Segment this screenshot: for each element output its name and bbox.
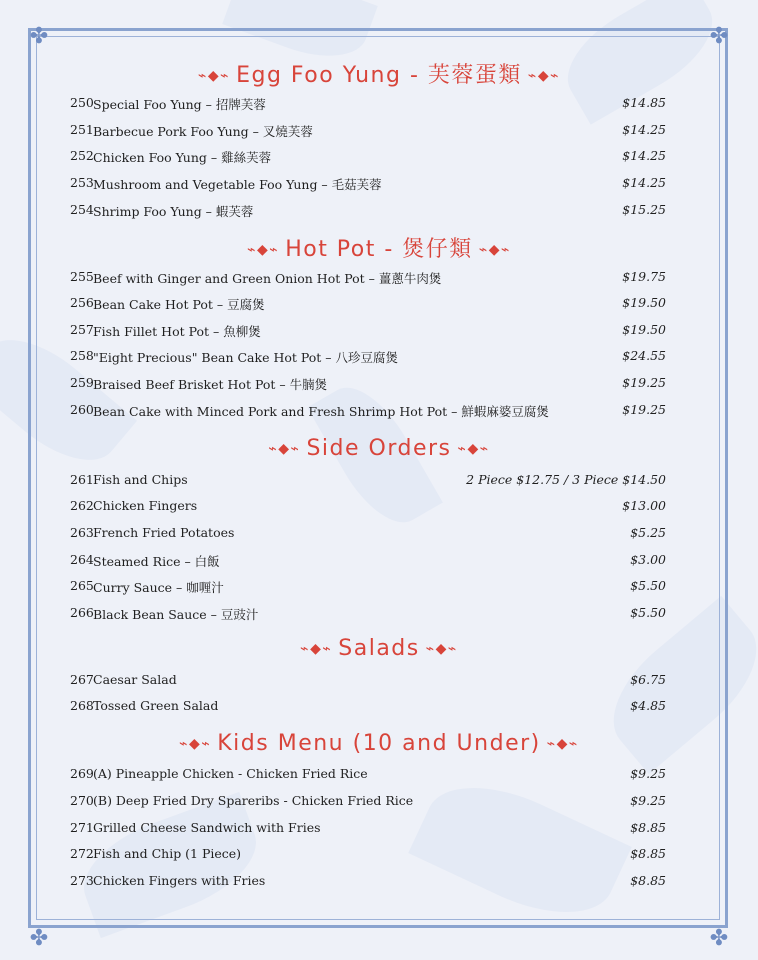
item-number: 264 bbox=[70, 552, 94, 567]
corner-ornament-icon: ✤ bbox=[29, 24, 49, 49]
item-price: 2 Piece $12.75 / 3 Piece $14.50 bbox=[466, 472, 666, 487]
item-number: 255 bbox=[70, 269, 94, 284]
item-price: $5.25 bbox=[630, 525, 666, 540]
menu-item bbox=[70, 322, 666, 342]
flourish-icon: ⌁◆⌁ bbox=[478, 242, 511, 258]
item-price: $5.50 bbox=[630, 578, 666, 593]
item-price: $14.25 bbox=[622, 175, 666, 190]
menu-item bbox=[70, 552, 666, 572]
section-title-hot-pot bbox=[0, 232, 758, 263]
item-number: 258 bbox=[70, 348, 94, 363]
menu-item bbox=[70, 873, 666, 893]
section-title-text: Side Orders bbox=[306, 436, 452, 461]
flourish-icon: ⌁◆⌁ bbox=[179, 736, 212, 752]
menu-item bbox=[70, 175, 666, 195]
menu-item bbox=[70, 820, 666, 840]
item-number: 251 bbox=[70, 122, 94, 137]
item-name: Fish and Chip (1 Piece) bbox=[93, 846, 242, 861]
item-name: "Eight Precious" Bean Cake Hot Pot – 八珍豆腐煲 bbox=[93, 350, 399, 365]
item-name: Tossed Green Salad bbox=[93, 698, 219, 713]
menu-item bbox=[70, 402, 666, 422]
item-name: Curry Sauce – 咖喱汁 bbox=[93, 580, 224, 595]
item-number: 254 bbox=[70, 202, 94, 217]
section-title-salads bbox=[0, 636, 758, 661]
item-number: 250 bbox=[70, 95, 94, 110]
item-price: $8.85 bbox=[630, 820, 666, 835]
item-name: (A) Pineapple Chicken - Chicken Fried Rice bbox=[93, 766, 368, 781]
item-number: 266 bbox=[70, 605, 94, 620]
flourish-icon: ⌁◆⌁ bbox=[457, 441, 490, 457]
item-price: $6.75 bbox=[630, 672, 666, 687]
item-number: 273 bbox=[70, 873, 94, 888]
item-number: 261 bbox=[70, 472, 94, 487]
item-name: Shrimp Foo Yung – 蝦芙蓉 bbox=[93, 204, 254, 219]
menu-item bbox=[70, 95, 666, 115]
item-name: Barbecue Pork Foo Yung – 叉燒芙蓉 bbox=[93, 124, 313, 139]
flourish-icon: ⌁◆⌁ bbox=[247, 242, 280, 258]
item-price: $19.25 bbox=[622, 375, 666, 390]
item-name: Bean Cake Hot Pot – 豆腐煲 bbox=[93, 297, 265, 312]
item-number: 262 bbox=[70, 498, 94, 513]
menu-item bbox=[70, 793, 666, 813]
item-price: $9.25 bbox=[630, 766, 666, 781]
item-name: Beef with Ginger and Green Onion Hot Pot – 薑蔥牛肉煲 bbox=[93, 271, 442, 286]
item-name: Mushroom and Vegetable Foo Yung – 毛菇芙蓉 bbox=[93, 177, 382, 192]
corner-ornament-icon: ✤ bbox=[709, 24, 729, 49]
menu-item bbox=[70, 525, 666, 545]
menu-item bbox=[70, 766, 666, 786]
item-price: $13.00 bbox=[622, 498, 666, 513]
item-name: Chicken Fingers bbox=[93, 498, 198, 513]
menu-item bbox=[70, 472, 666, 492]
item-price: $8.85 bbox=[630, 846, 666, 861]
item-name: Fish Fillet Hot Pot – 魚柳煲 bbox=[93, 324, 261, 339]
item-name: Steamed Rice – 白飯 bbox=[93, 554, 220, 569]
menu-item bbox=[70, 348, 666, 368]
item-name: Bean Cake with Minced Pork and Fresh Shrimp Hot Pot – 鮮蝦麻婆豆腐煲 bbox=[93, 404, 549, 419]
item-price: $14.25 bbox=[622, 148, 666, 163]
item-number: 253 bbox=[70, 175, 94, 190]
item-price: $14.85 bbox=[622, 95, 666, 110]
section-title-text: Hot Pot - 煲仔類 bbox=[285, 237, 473, 262]
menu-item bbox=[70, 295, 666, 315]
section-title-kids-menu bbox=[0, 731, 758, 756]
corner-ornament-icon: ✤ bbox=[29, 926, 49, 951]
flourish-icon: ⌁◆⌁ bbox=[300, 641, 333, 657]
item-price: $19.25 bbox=[622, 402, 666, 417]
menu-item bbox=[70, 269, 666, 289]
item-number: 252 bbox=[70, 148, 94, 163]
item-name: Chicken Foo Yung – 雞絲芙蓉 bbox=[93, 150, 272, 165]
item-price: $19.75 bbox=[622, 269, 666, 284]
item-number: 272 bbox=[70, 846, 94, 861]
item-price: $3.00 bbox=[630, 552, 666, 567]
flourish-icon: ⌁◆⌁ bbox=[197, 68, 231, 84]
item-number: 269 bbox=[70, 766, 94, 781]
item-name: Chicken Fingers with Fries bbox=[93, 873, 266, 888]
item-price: $19.50 bbox=[622, 322, 666, 337]
menu-item bbox=[70, 122, 666, 142]
flourish-icon: ⌁◆⌁ bbox=[546, 736, 579, 752]
item-price: $5.50 bbox=[630, 605, 666, 620]
item-name: Special Foo Yung – 招牌芙蓉 bbox=[93, 97, 266, 112]
menu-item bbox=[70, 375, 666, 395]
item-price: $15.25 bbox=[622, 202, 666, 217]
item-price: $24.55 bbox=[622, 348, 666, 363]
item-price: $19.50 bbox=[622, 295, 666, 310]
item-number: 257 bbox=[70, 322, 94, 337]
section-title-side-orders bbox=[0, 436, 758, 461]
item-number: 263 bbox=[70, 525, 94, 540]
section-title-text: Kids Menu (10 and Under) bbox=[217, 731, 541, 756]
item-number: 268 bbox=[70, 698, 94, 713]
section-title-egg-foo-yung bbox=[0, 58, 758, 89]
item-price: $9.25 bbox=[630, 793, 666, 808]
item-name: (B) Deep Fried Dry Spareribs - Chicken Fried Rice bbox=[93, 793, 414, 808]
item-price: $8.85 bbox=[630, 873, 666, 888]
menu-item bbox=[70, 202, 666, 222]
item-price: $14.25 bbox=[622, 122, 666, 137]
menu-item bbox=[70, 605, 666, 625]
item-name: Braised Beef Brisket Hot Pot – 牛腩煲 bbox=[93, 377, 328, 392]
corner-ornament-icon: ✤ bbox=[709, 926, 729, 951]
flourish-icon: ⌁◆⌁ bbox=[268, 441, 301, 457]
item-name: Black Bean Sauce – 豆豉汁 bbox=[93, 607, 259, 622]
menu-item bbox=[70, 698, 666, 718]
item-number: 267 bbox=[70, 672, 94, 687]
menu-item bbox=[70, 672, 666, 692]
menu-item bbox=[70, 148, 666, 168]
item-name: Caesar Salad bbox=[93, 672, 177, 687]
item-number: 265 bbox=[70, 578, 94, 593]
menu-item bbox=[70, 578, 666, 598]
item-number: 271 bbox=[70, 820, 94, 835]
section-title-text: Egg Foo Yung - 芙蓉蛋類 bbox=[236, 63, 522, 88]
item-number: 256 bbox=[70, 295, 94, 310]
item-number: 259 bbox=[70, 375, 94, 390]
section-title-text: Salads bbox=[338, 636, 420, 661]
menu-item bbox=[70, 846, 666, 866]
item-number: 260 bbox=[70, 402, 94, 417]
menu-item bbox=[70, 498, 666, 518]
item-price: $4.85 bbox=[630, 698, 666, 713]
item-number: 270 bbox=[70, 793, 94, 808]
item-name: French Fried Potatoes bbox=[93, 525, 235, 540]
flourish-icon: ⌁◆⌁ bbox=[425, 641, 458, 657]
item-name: Grilled Cheese Sandwich with Fries bbox=[93, 820, 321, 835]
item-name: Fish and Chips bbox=[93, 472, 188, 487]
flourish-icon: ⌁◆⌁ bbox=[527, 68, 561, 84]
